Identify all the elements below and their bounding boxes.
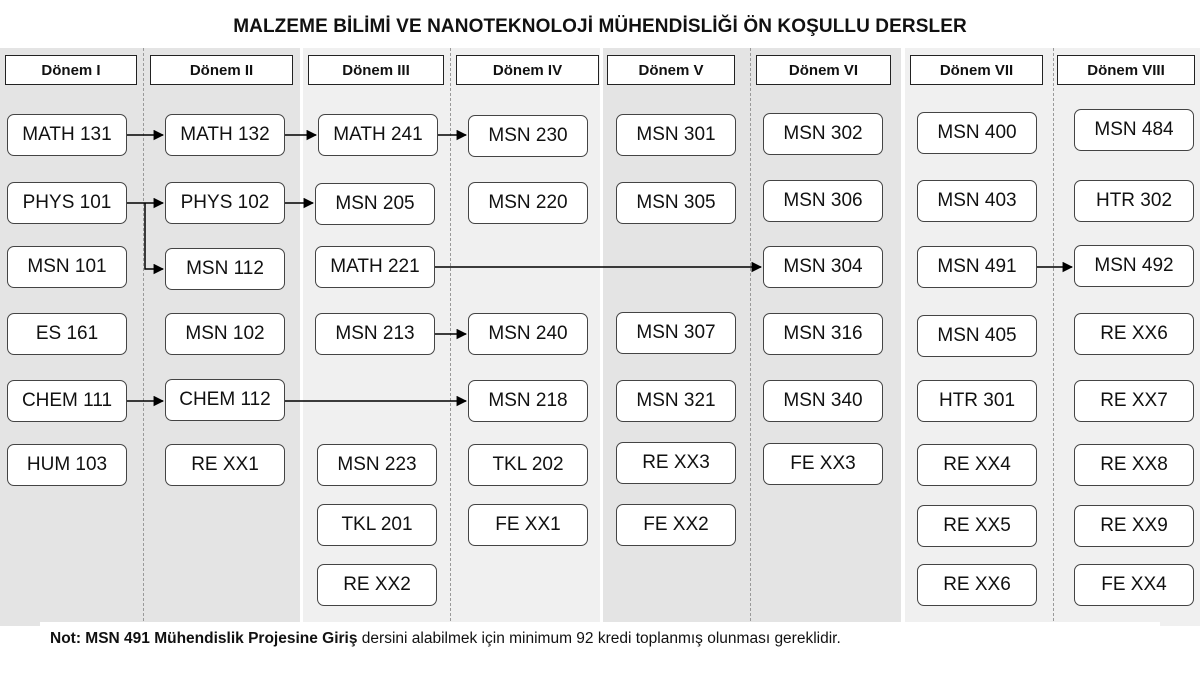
footnote-text: dersini alabilmek için minimum 92 kredi toplanmış olunması gereklidir.	[357, 629, 841, 647]
course-re-xx4: RE XX4	[917, 444, 1037, 486]
course-msn-305: MSN 305	[616, 182, 736, 224]
course-fe-xx3: FE XX3	[763, 443, 883, 485]
course-re-xx8: RE XX8	[1074, 444, 1194, 486]
course-re-xx9: RE XX9	[1074, 505, 1194, 547]
course-msn-484: MSN 484	[1074, 109, 1194, 151]
course-chem-112: CHEM 112	[165, 379, 285, 421]
course-msn-220: MSN 220	[468, 182, 588, 224]
course-msn-205: MSN 205	[315, 183, 435, 225]
semester-header-3: Dönem III	[308, 55, 444, 85]
course-msn-301: MSN 301	[616, 114, 736, 156]
semester-header-6: Dönem VI	[756, 55, 891, 85]
semester-header-5: Dönem V	[607, 55, 735, 85]
course-math-221: MATH 221	[315, 246, 435, 288]
course-re-xx7: RE XX7	[1074, 380, 1194, 422]
semester-divider	[450, 48, 451, 626]
course-msn-304: MSN 304	[763, 246, 883, 288]
course-fe-xx2: FE XX2	[616, 504, 736, 546]
course-es-161: ES 161	[7, 313, 127, 355]
course-fe-xx1: FE XX1	[468, 504, 588, 546]
course-re-xx5: RE XX5	[917, 505, 1037, 547]
course-msn-307: MSN 307	[616, 312, 736, 354]
semester-header-7: Dönem VII	[910, 55, 1043, 85]
semester-divider	[143, 48, 144, 626]
semester-divider	[750, 48, 751, 626]
course-msn-112: MSN 112	[165, 248, 285, 290]
course-msn-492: MSN 492	[1074, 245, 1194, 287]
semester-header-8: Dönem VIII	[1057, 55, 1195, 85]
course-phys-101: PHYS 101	[7, 182, 127, 224]
course-re-xx2: RE XX2	[317, 564, 437, 606]
course-chem-111: CHEM 111	[7, 380, 127, 422]
course-phys-102: PHYS 102	[165, 182, 285, 224]
course-re-xx3: RE XX3	[616, 442, 736, 484]
footnote	[40, 622, 1160, 655]
course-fe-xx4: FE XX4	[1074, 564, 1194, 606]
course-msn-230: MSN 230	[468, 115, 588, 157]
course-msn-302: MSN 302	[763, 113, 883, 155]
semester-header-2: Dönem II	[150, 55, 293, 85]
course-htr-301: HTR 301	[917, 380, 1037, 422]
course-msn-223: MSN 223	[317, 444, 437, 486]
course-msn-321: MSN 321	[616, 380, 736, 422]
course-msn-340: MSN 340	[763, 380, 883, 422]
course-re-xx1: RE XX1	[165, 444, 285, 486]
course-msn-491: MSN 491	[917, 246, 1037, 288]
course-msn-405: MSN 405	[917, 315, 1037, 357]
semester-header-1: Dönem I	[5, 55, 137, 85]
course-msn-213: MSN 213	[315, 313, 435, 355]
course-msn-316: MSN 316	[763, 313, 883, 355]
course-msn-306: MSN 306	[763, 180, 883, 222]
course-htr-302: HTR 302	[1074, 180, 1194, 222]
course-msn-240: MSN 240	[468, 313, 588, 355]
course-tkl-202: TKL 202	[468, 444, 588, 486]
page-title: MALZEME BİLİMİ VE NANOTEKNOLOJİ MÜHENDİSLİĞİ ÖN KOŞULLU DERSLER	[233, 16, 967, 37]
course-math-241: MATH 241	[318, 114, 438, 156]
course-msn-102: MSN 102	[165, 313, 285, 355]
course-msn-403: MSN 403	[917, 180, 1037, 222]
course-re-xx6-viii: RE XX6	[1074, 313, 1194, 355]
course-tkl-201: TKL 201	[317, 504, 437, 546]
course-msn-400: MSN 400	[917, 112, 1037, 154]
course-msn-101: MSN 101	[7, 246, 127, 288]
footnote-prefix: Not: MSN 491 Mühendislik Projesine Giriş	[50, 629, 358, 647]
course-msn-218: MSN 218	[468, 380, 588, 422]
semester-divider	[1053, 48, 1054, 626]
course-hum-103: HUM 103	[7, 444, 127, 486]
course-re-xx6: RE XX6	[917, 564, 1037, 606]
course-math-132: MATH 132	[165, 114, 285, 156]
semester-header-4: Dönem IV	[456, 55, 599, 85]
course-math-131: MATH 131	[7, 114, 127, 156]
